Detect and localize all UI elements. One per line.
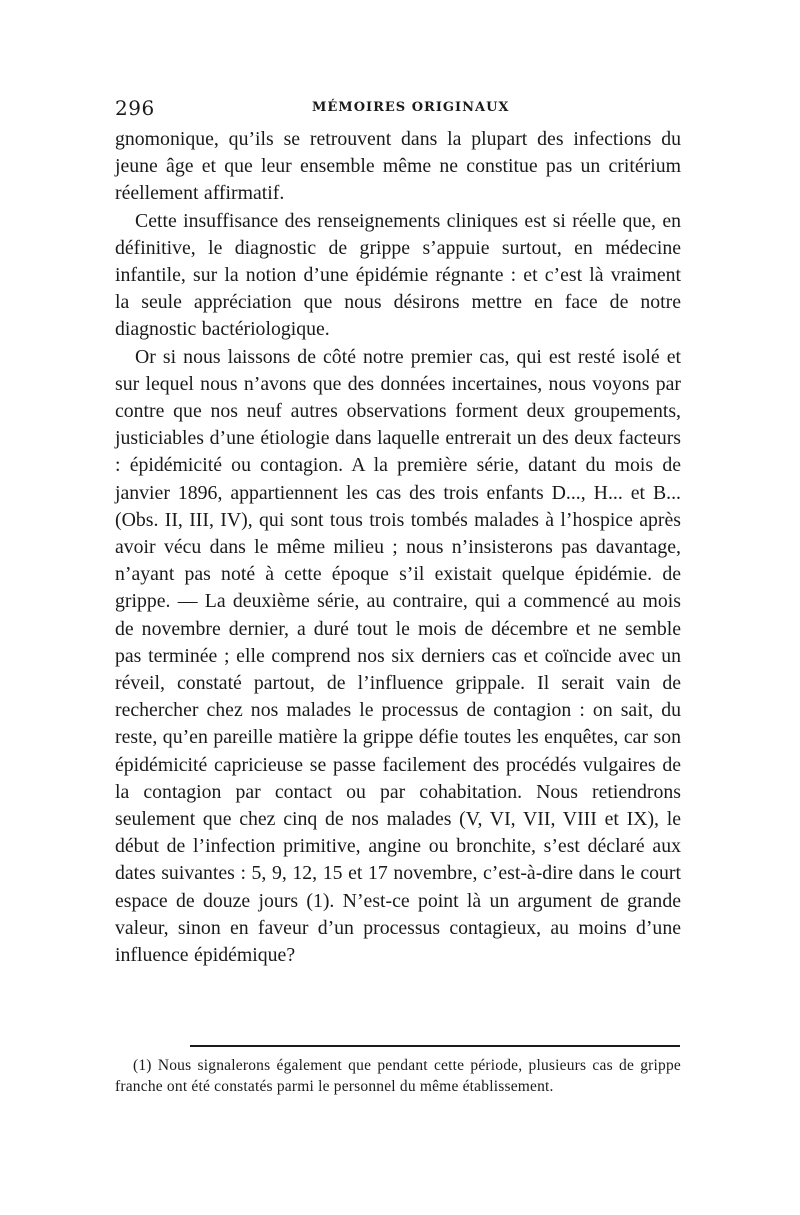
paragraph: Cette insuffisance des renseignements cliniques est si réelle que, en définitive, le diagnostic de grippe s’appuie surtout, en médecine infantile, sur la notion d’une épidémie régnante : et c’est là vraiment la seule appréciation que nous désirons mettre en face de notre diagnostic bactériologique. — [115, 209, 681, 341]
body-text — [115, 126, 681, 969]
running-header — [115, 96, 685, 122]
footnote-text: (1) Nous signalerons également que pendant cette période, plusieurs cas de grippe franche ont été constatés parmi le personnel du même établissement. — [115, 1057, 681, 1095]
footnote-divider — [190, 1045, 680, 1047]
footnote — [115, 1055, 681, 1097]
paragraph-continued: gnomonique, qu’ils se retrouvent dans la plupart des infections du jeune âge et que leur ensemble même ne constitue pas un critérium réellement affirmatif. — [115, 128, 681, 205]
page-number: 296 — [115, 96, 155, 120]
paragraph: Or si nous laissons de côté notre premier cas, qui est resté isolé et sur lequel nous n’avons que des données incertaines, nous voyons par contre que nos neuf autres observations forment deux groupements, justiciables d’une étiologie dans laquelle entrerait un des deux facteurs : épidémicité ou contagion. A la première série, datant du mois de janvier 1896, appartiennent les cas des trois enfants D..., H... et B... (Obs. II, III, IV), qui sont tous trois tombés malades à l’hospice après avoir vécu dans le même milieu ; nous n’insisterons pas davantage, n’ayant pas noté à cette époque s’il existait quelque épidémie. de grippe. — La deuxième série, au contraire, qui a commencé au mois de novembre dernier, a duré tout le mois de décembre et ne semble pas terminée ; elle comprend nos six derniers cas et coïncide avec un réveil, constaté partout, de l’influence grippale. Il serait vain de rechercher chez nos malades le processus de contagion : on sait, du reste, qu’en pareille matière la grippe défie toutes les enquêtes, car son épidémicité capricieuse se passe facilement des procédés vulgaires de la contagion par contact ou par cohabitation. Nous retiendrons seulement que chez cinq de nos malades (V, VI, VII, VIII et IX), le début de l’infection primitive, angine ou bronchite, s’est déclaré aux dates suivantes : 5, 9, 12, 15 et 17 novembre, c’est-à-dire dans le court espace de douze jours (1). N’est-ce point là un argument de grande valeur, sinon en faveur d’un processus contagieux, au moins d’une influence épidémique? — [115, 345, 681, 967]
running-title: MÉMOIRES ORIGINAUX — [312, 100, 510, 115]
